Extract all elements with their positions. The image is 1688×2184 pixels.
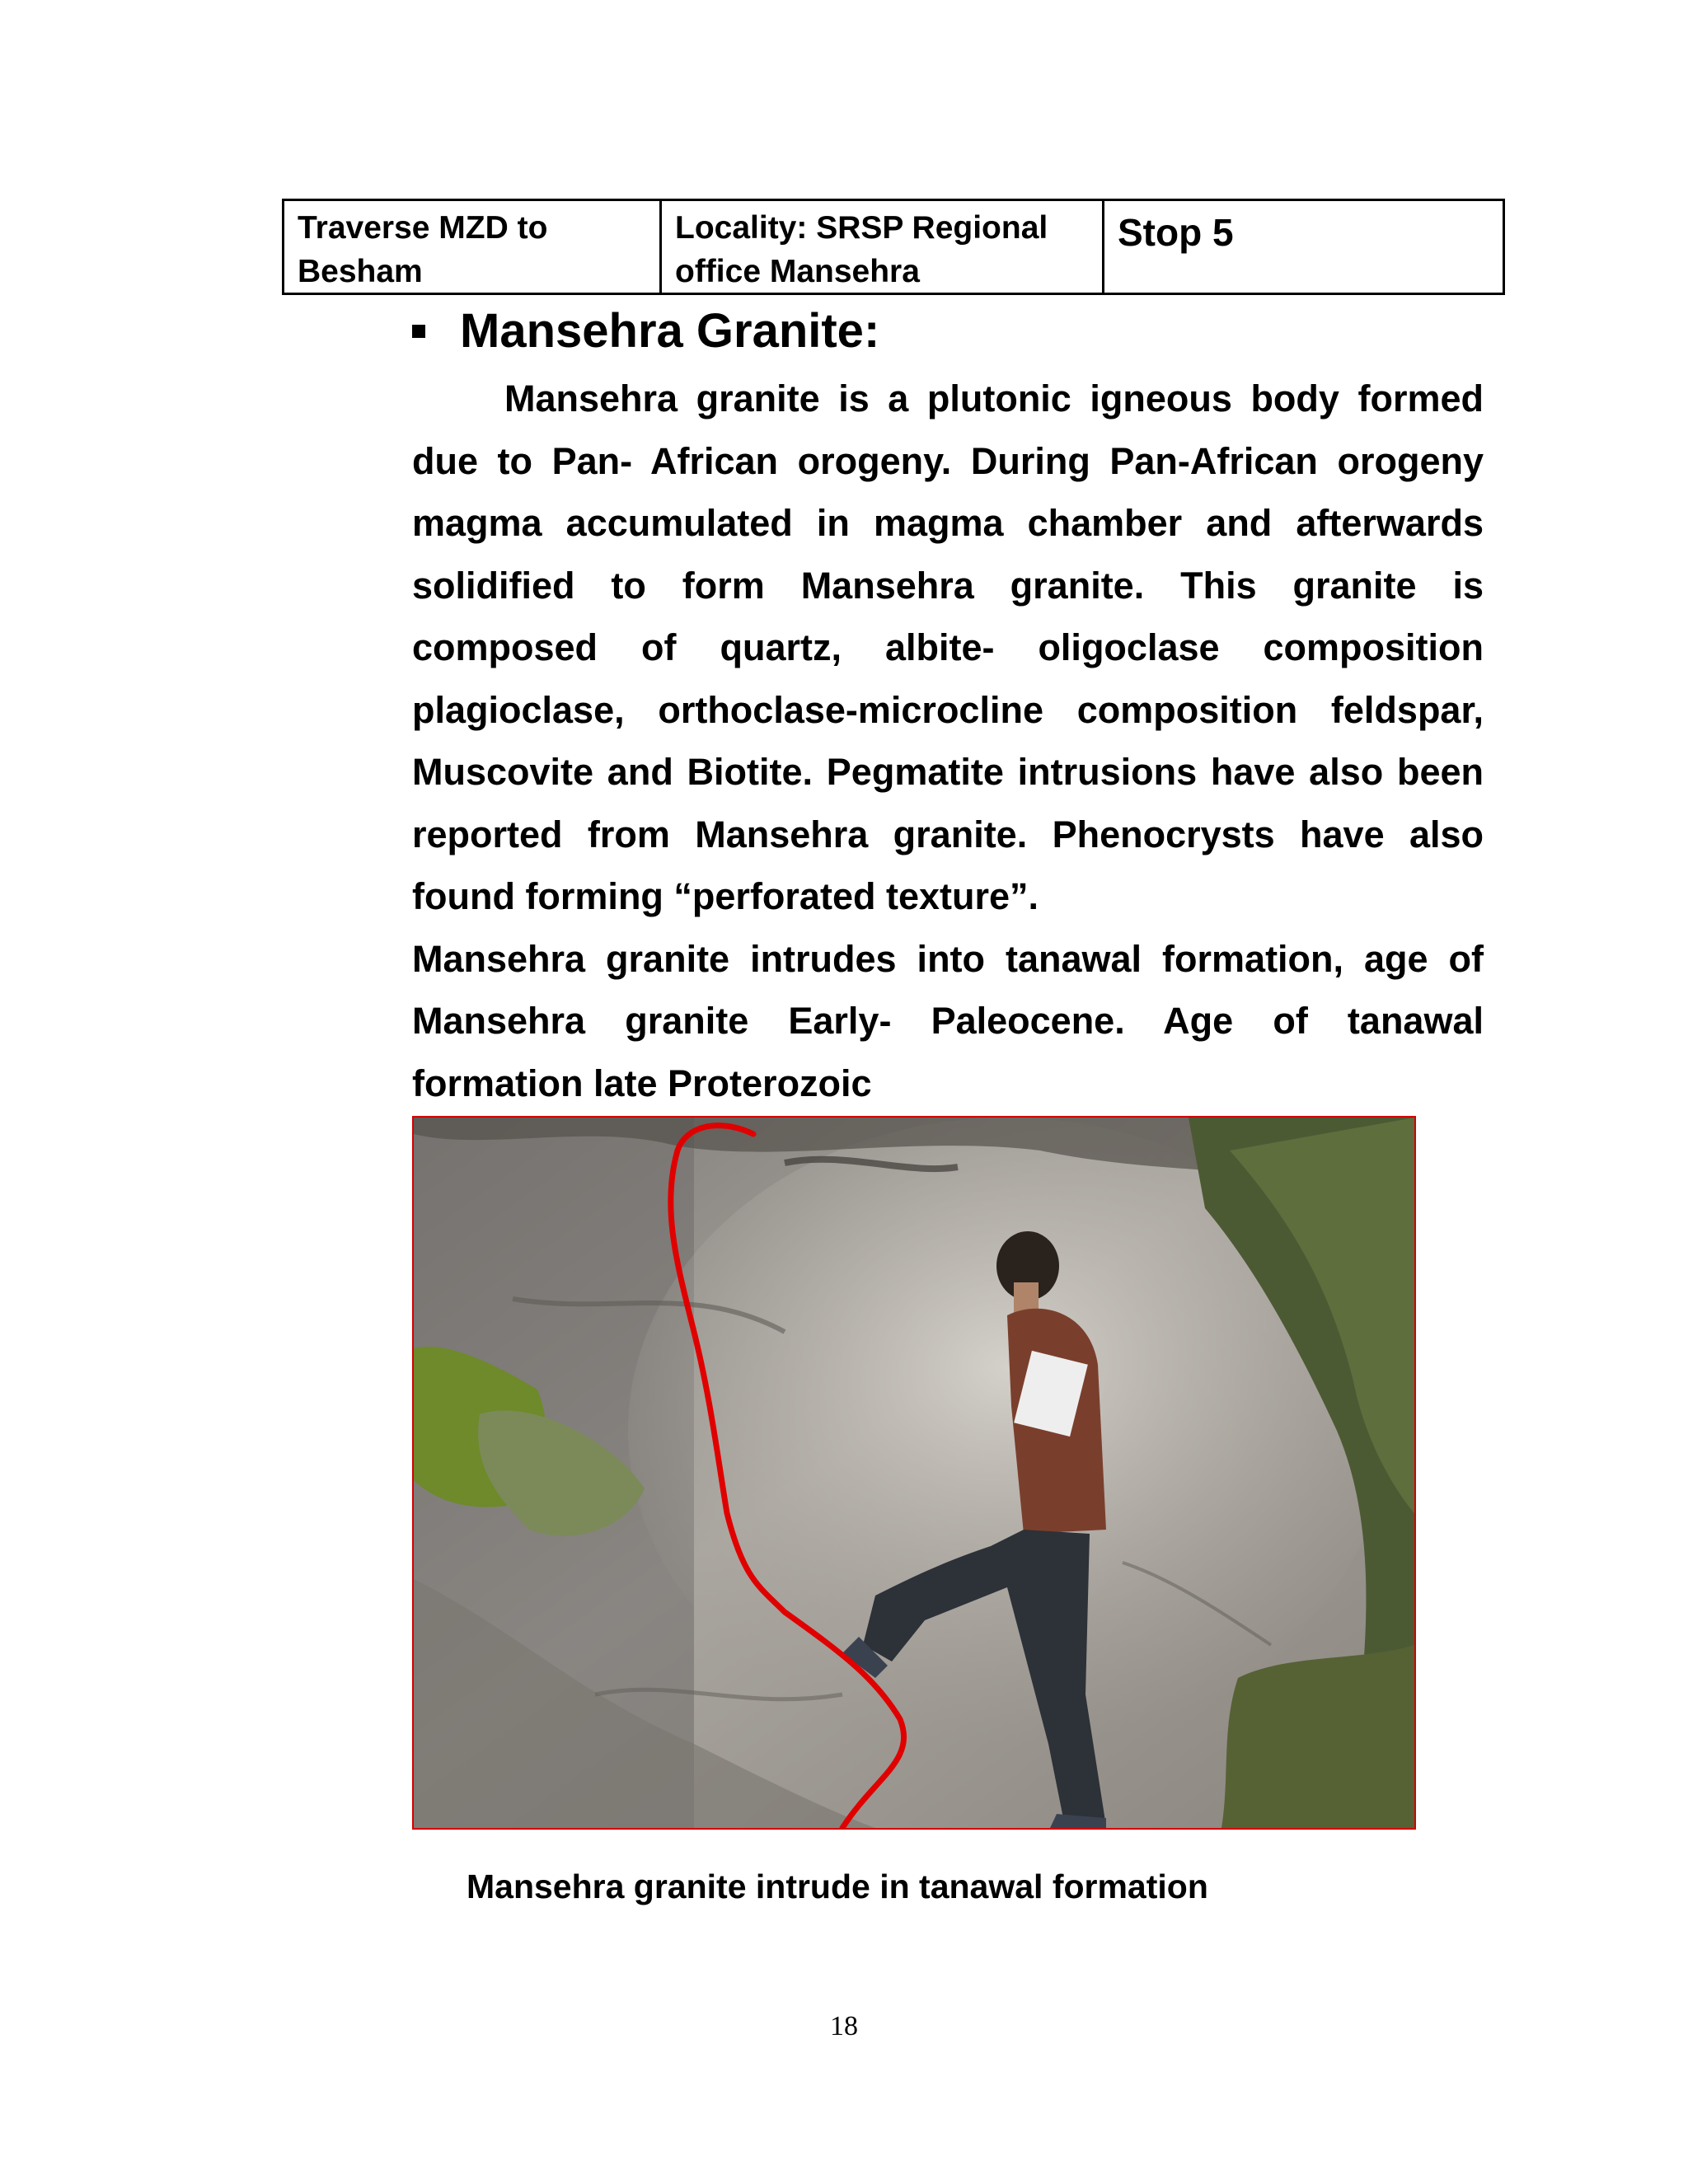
paragraph-age: Mansehra granite intrudes into tanawal formation, age of Mansehra granite Early- Paleocene. Age of tanawal formation late Proterozoic bbox=[412, 937, 1484, 1104]
section-heading-text: Mansehra Granite: bbox=[460, 304, 880, 358]
outcrop-photo-illustration bbox=[414, 1118, 1414, 1828]
header-table bbox=[282, 199, 1505, 295]
page-number: 18 bbox=[830, 2011, 858, 2041]
locality-cell: Locality: SRSP Regional office Mansehra bbox=[659, 201, 1102, 293]
paragraph-description: Mansehra granite is a plutonic igneous body formed due to Pan- African orogeny. During Pan-African orogeny magma accumulated in magma chamber and afterwards solidified to form Mansehra granite. This granite is composed of quartz, albite- oligoclase composition plagioclase, orthoclase-microcline composition feldspar, Muscovite and Biotite. Pegmatite intrusions have also been reported from Mansehra granite. Phenocrysts have also found forming “perforated texture”. bbox=[412, 377, 1484, 917]
square-bullet-icon bbox=[412, 325, 425, 338]
section-heading bbox=[412, 302, 879, 361]
figure-caption: Mansehra granite intrude in tanawal formation bbox=[467, 1868, 1208, 1905]
stop-cell: Stop 5 bbox=[1102, 201, 1503, 293]
body-text bbox=[412, 368, 1484, 1114]
outcrop-photo bbox=[412, 1116, 1416, 1830]
traverse-cell: Traverse MZD to Besham bbox=[298, 210, 548, 289]
